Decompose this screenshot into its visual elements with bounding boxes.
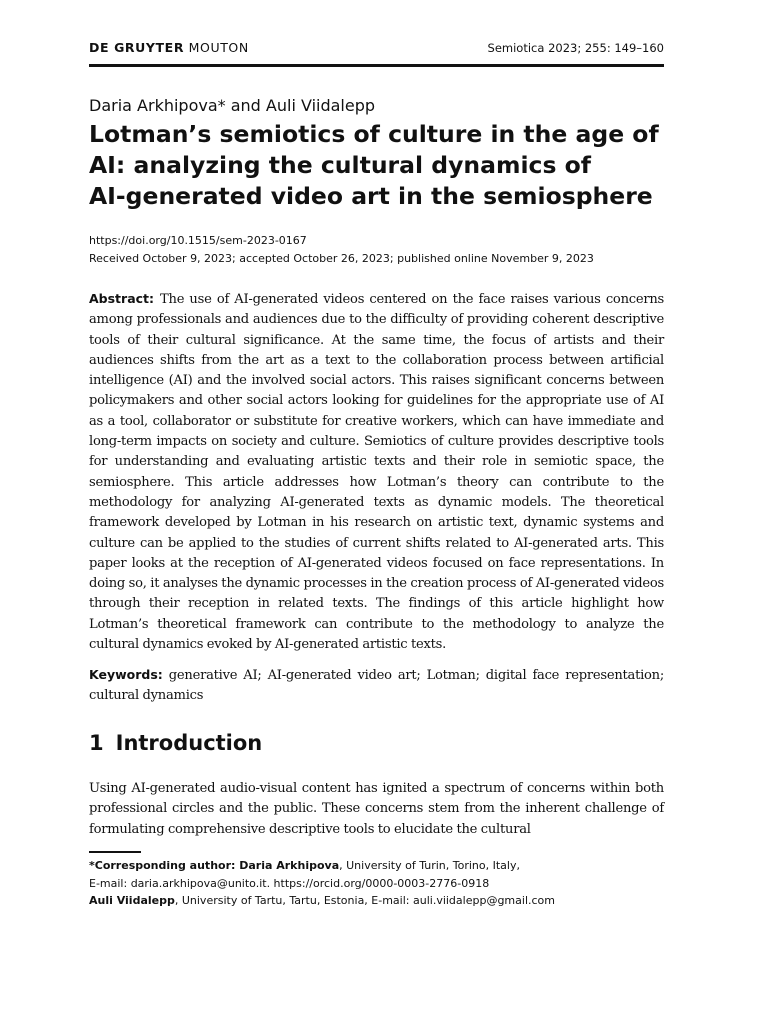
coauthor-label: Auli Viidalepp [89, 894, 175, 907]
title-line: Lotman’s semiotics of culture in the age of [89, 120, 659, 148]
footnote-corresponding-author [89, 859, 520, 872]
footnote-divider [89, 851, 141, 853]
abstract-label: Abstract: [89, 291, 155, 306]
section-title: Introduction [115, 731, 263, 755]
corresponding-author-affiliation: , University of Turin, Torino, Italy, [339, 859, 520, 872]
footnote-coauthor [89, 894, 555, 907]
keywords [89, 665, 664, 707]
corresponding-author-label: *Corresponding author: Daria Arkhipova [89, 859, 340, 872]
header-divider [89, 64, 664, 67]
title-line: AI: analyzing the cultural dynamics of [89, 151, 591, 179]
title-line: AI-generated video art in the semiosphere [89, 182, 653, 210]
footnote-contact: E-mail: daria.arkhipova@unito.it. https://orcid.org/0000-0003-2776-0918 [89, 877, 490, 890]
running-header [89, 40, 664, 60]
journal-reference: Semiotica 2023; 255: 149–160 [487, 41, 664, 55]
keywords-text: generative AI; AI-generated video art; Lotman; digital face representation; cultural dynamics [89, 668, 664, 704]
keywords-label: Keywords: [89, 667, 163, 682]
doi-link[interactable]: https://doi.org/10.1515/sem-2023-0167 [89, 234, 307, 247]
article-authors: Daria Arkhipova* and Auli Viidalepp [89, 96, 376, 115]
publisher-logo [89, 40, 249, 55]
publisher-name-bold: DE GRUYTER [89, 40, 185, 55]
publication-dates: Received October 9, 2023; accepted October 26, 2023; published online November 9, 2023 [89, 252, 594, 265]
abstract-text: The use of AI-generated videos centered on the face raises various concerns among professionals and audiences due to the difficulty of providing coherent descriptive tools of their cultural significance. At the same time, the focus of artists and their audiences shifts from the art as a text to the collaboration process between artificial intelligence (AI) and the involved social actors. This raises significant concerns between policymakers and other social actors looking for guidelines for the appropriate use of AI as a tool, collaborator or substitute for creative workers, which can have immediate and long-term impacts on society and culture. Semiotics of culture provides descriptive tools for understanding and evaluating artistic texts and their role in semiotic space, the semiosphere. This article addresses how Lotman’s theory can contribute to the methodology for analyzing AI-generated texts as dynamic models. The theoretical framework developed by Lotman in his research on artistic text, dynamic systems and culture can be applied to the studies of current shifts related to AI-generated arts. This paper looks at the reception of AI-generated videos focused on face representations. In doing so, it analyses the dynamic processes in the creation process of AI-generated videos through their reception in related texts. The findings of this article highlight how Lotman’s theoretical framework can contribute to the methodology to analyze the cultural dynamics evoked by AI-generated artistic texts. [89, 292, 664, 653]
publisher-name-imprint: MOUTON [188, 40, 249, 55]
abstract [89, 289, 664, 655]
article-title [89, 119, 679, 212]
introduction-paragraph: Using AI-generated audio-visual content has ignited a spectrum of concerns within both professional circles and the public. These concerns stem from the inherent challenge of formulating comprehensive descriptive tools to elucidate the cultural [89, 781, 664, 837]
section-number: 1 [89, 731, 104, 755]
coauthor-affiliation: , University of Tartu, Tartu, Estonia, E-mail: auli.viidalepp@gmail.com [174, 894, 555, 907]
section-heading-introduction [89, 731, 262, 755]
